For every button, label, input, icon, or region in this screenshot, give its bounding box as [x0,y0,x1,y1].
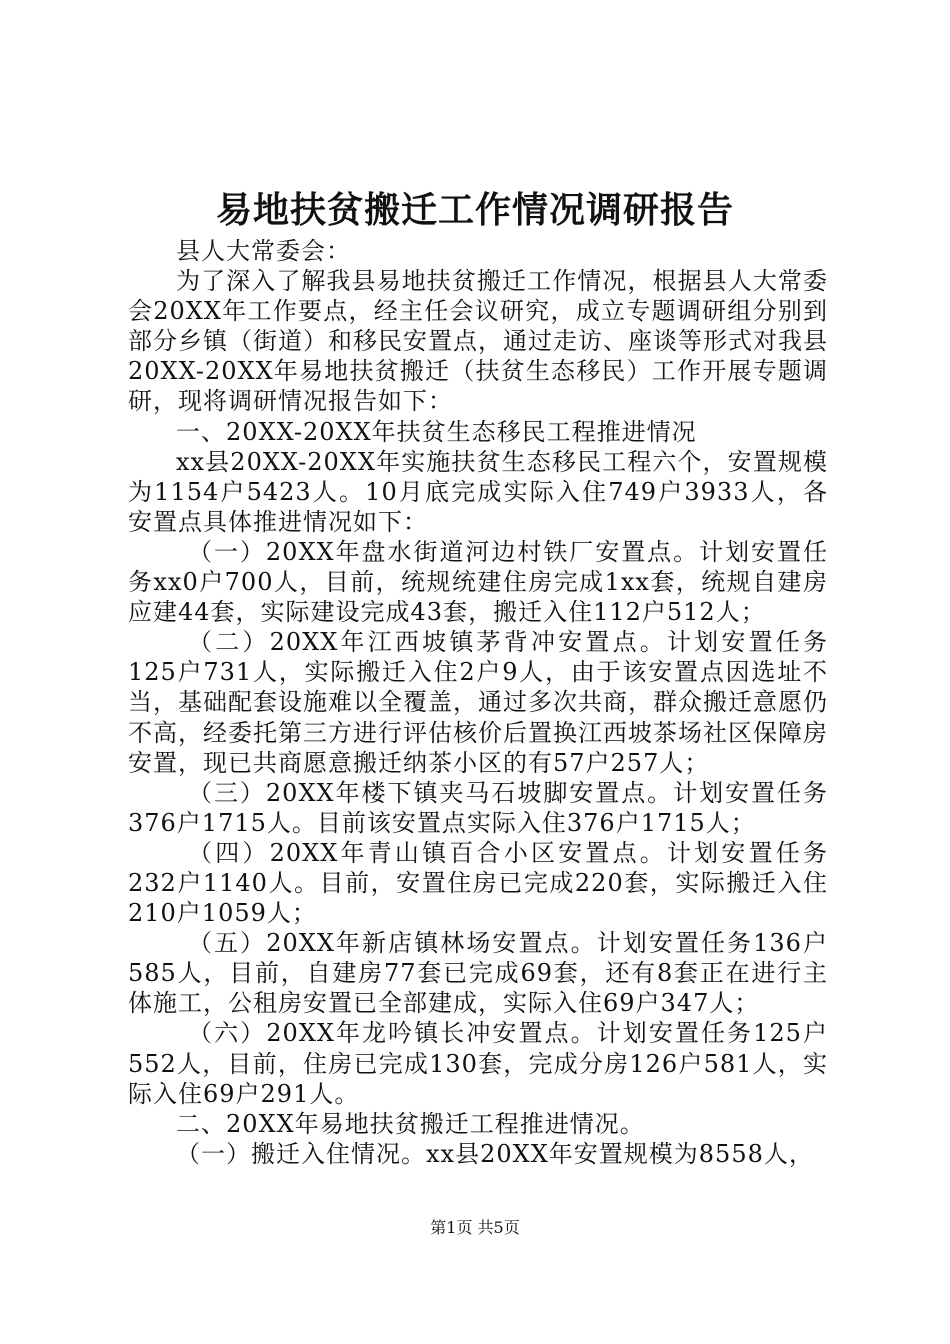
section-1-summary: xx县20XX-20XX年实施扶贫生态移民工程六个，安置规模为1154户5423人。10月底完成实际入住749户3933人，各安置点具体推进情况如下： [128,447,828,536]
item-6: （六）20XX年龙吟镇长冲安置点。计划安置任务125户552人，目前，住房已完成130套，完成分房126户581人，实际入住69户291人。 [128,1019,828,1108]
intro-paragraph: 为了深入了解我县易地扶贫搬迁工作情况，根据县人大常委会20XX年工作要点，经主任会议研究，成立专题调研组分别到部分乡镇（街道）和移民安置点，通过走访、座谈等形式对我县20XX-20XX年易地扶贫搬迁（扶贫生态移民）工作开展专题调研，现将调研情况报告如下： [128,267,828,416]
item-4: （四）20XX年青山镇百合小区安置点。计划安置任务232户1140人。目前，安置住房已完成220套，实际搬迁入住210户1059人； [128,838,828,928]
salutation: 县人大常委会： [176,237,351,265]
section-2-item-1: （一）搬迁入住情况。xx县20XX年安置规模为8558人， [176,1139,814,1168]
item-5: （五）20XX年新店镇林场安置点。计划安置任务136户585人，目前，自建房77套已完成69套，还有8套正在进行主体施工，公租房安置已全部建成，实际入住69户347人； [128,929,828,1018]
item-3: （三）20XX年楼下镇夹马石坡脚安置点。计划安置任务376户1715人。目前该安置点实际入住376户1715人； [128,778,828,837]
document-body [128,236,828,1169]
document-title: 易地扶贫搬迁工作情况调研报告 [215,189,734,231]
page-footer: 第1页 共5页 [430,1218,520,1237]
item-1: （一）20XX年盘水街道河边村铁厂安置点。计划安置任务xx0户700人，目前，统规统建住房完成1xx套，统规自建房应建44套，实际建设完成43套，搬迁入住112户512人； [128,537,828,627]
item-2: （二）20XX年江西坡镇茅背冲安置点。计划安置任务125户731人，实际搬迁入住2户9人，由于该安置点因选址不当，基础配套设施难以全覆盖，通过多次共商，群众搬迁意愿仍不高，经委托第三方进行评估核价后置换江西坡茶场社区保障房安置，现已共商愿意搬迁纳茶小区的有57户257人； [128,628,828,777]
section-heading-1: 一、20XX-20XX年扶贫生态移民工程推进情况 [176,417,697,446]
section-heading-2: 二、20XX年易地扶贫搬迁工程推进情况。 [176,1109,645,1138]
